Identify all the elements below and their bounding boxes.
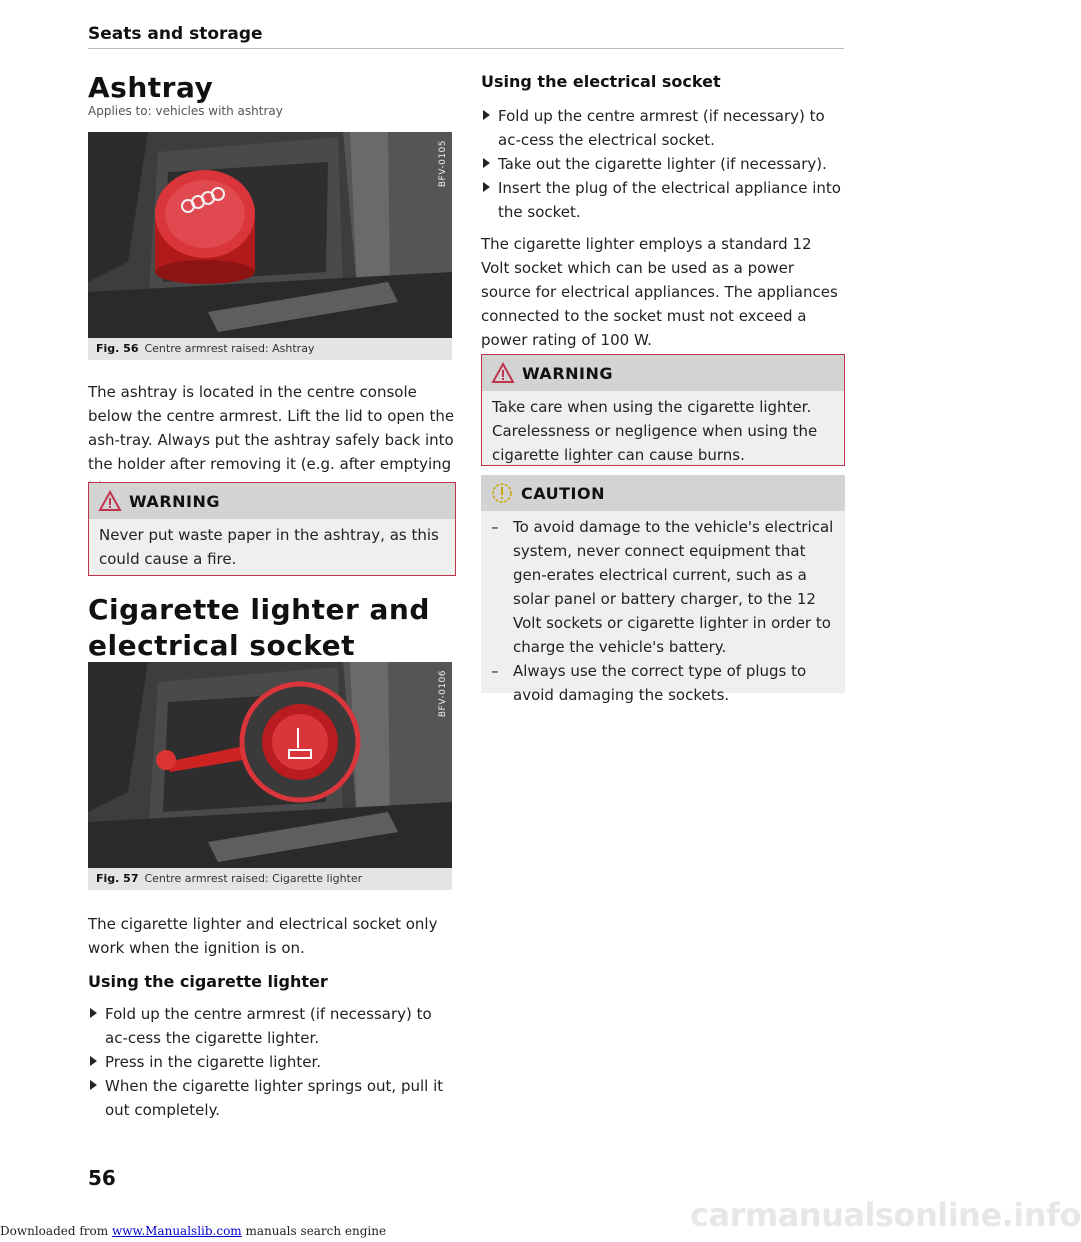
caution-box (481, 475, 845, 704)
using-lighter-steps (88, 1002, 448, 1122)
warning-text: Never put waste paper in the ashtray, as this could cause a fire. (99, 526, 439, 568)
figure-57-caption (88, 868, 452, 890)
list-item: – To avoid damage to the vehicle's electrical system, never connect equipment that gen-erates electrical current, such as a solar panel or battery charger, to the 12 Volt sockets or cigarette lighter in order to charge the vehicle's battery. (491, 518, 834, 656)
lighter-warning-box (481, 354, 845, 466)
footer (0, 1224, 386, 1238)
socket-paragraph: The cigarette lighter employs a standard 12 Volt socket which can be used as a power source for electrical appliances. The appliances connected to the socket must not exceed a power rating of 100 W. (481, 235, 838, 349)
caution-header (481, 475, 845, 511)
figure-56-caption-text: Centre armrest raised: Ashtray (144, 342, 315, 355)
section-title: Seats and storage (88, 24, 263, 44)
lighter-paragraph: The cigarette lighter and electrical socket only work when the ignition is on. (88, 915, 438, 957)
lighter-photo (88, 662, 452, 868)
footer-suffix: manuals search engine (241, 1224, 387, 1238)
page-number: 56 (88, 1166, 116, 1190)
list-item: Insert the plug of the electrical appliance into the socket. (481, 176, 841, 224)
using-lighter-title: Using the cigarette lighter (88, 972, 328, 991)
ashtray-photo (88, 132, 452, 338)
lighter-heading: Cigarette lighter and electrical socket (88, 593, 430, 662)
list-item: Fold up the centre armrest (if necessary) to ac-cess the cigarette lighter. (88, 1002, 448, 1050)
ashtray-heading: Ashtray (88, 71, 214, 104)
warning-text: Take care when using the cigarette lighter. Carelessness or negligence when using the cigarette lighter can cause burns. (492, 398, 818, 464)
list-item: Press in the cigarette lighter. (88, 1050, 448, 1074)
figure-57 (88, 662, 452, 890)
figure-57-caption-text: Centre armrest raised: Cigarette lighter (144, 872, 363, 885)
header-divider (88, 48, 844, 49)
list-item: – Always use the correct type of plugs to avoid damaging the sockets. (491, 662, 807, 704)
caution-circle-icon (491, 482, 513, 504)
warning-header (482, 355, 844, 391)
watermark: carmanualsonline.info (690, 1196, 1081, 1234)
warning-header (89, 483, 455, 519)
warning-title: WARNING (522, 363, 613, 383)
caution-title: CAUTION (521, 483, 605, 503)
figure-57-number: Fig. 57 (96, 872, 139, 885)
caution-items (481, 511, 845, 715)
bullet-arrow-icon (483, 182, 490, 192)
using-socket-steps (481, 104, 841, 224)
figure-56-number: Fig. 56 (96, 342, 139, 355)
bullet-arrow-icon (483, 110, 490, 120)
ashtray-paragraph: The ashtray is located in the centre console below the centre armrest. Lift the lid to open the ash-tray. Always put the ashtray safely back into the holder after removing it (e.g. after emptying (88, 383, 455, 473)
warning-triangle-icon (99, 491, 121, 511)
list-item: Take out the cigarette lighter (if necessary). (481, 152, 841, 176)
bullet-arrow-icon (90, 1008, 97, 1018)
lighter-illustration (88, 662, 452, 868)
list-item: Fold up the centre armrest (if necessary) to ac-cess the electrical socket. (481, 104, 841, 152)
applies-to-note: Applies to: vehicles with ashtray (88, 104, 283, 118)
figure-57-id: BFV-0106 (438, 670, 448, 718)
ashtray-illustration (88, 132, 452, 338)
list-item: When the cigarette lighter springs out, pull it out completely. (88, 1074, 448, 1122)
warning-triangle-icon (492, 363, 514, 383)
figure-56 (88, 132, 452, 360)
bullet-arrow-icon (483, 158, 490, 168)
figure-56-id: BFV-0105 (438, 140, 448, 188)
warning-title: WARNING (129, 491, 220, 511)
manualslib-link[interactable]: www.Manualslib.com (111, 1224, 242, 1238)
ashtray-warning-box (88, 482, 456, 576)
bullet-arrow-icon (90, 1056, 97, 1066)
figure-56-caption (88, 338, 452, 360)
bullet-arrow-icon (90, 1080, 97, 1090)
footer-prefix: Downloaded from (0, 1224, 112, 1238)
using-socket-title: Using the electrical socket (481, 72, 721, 91)
